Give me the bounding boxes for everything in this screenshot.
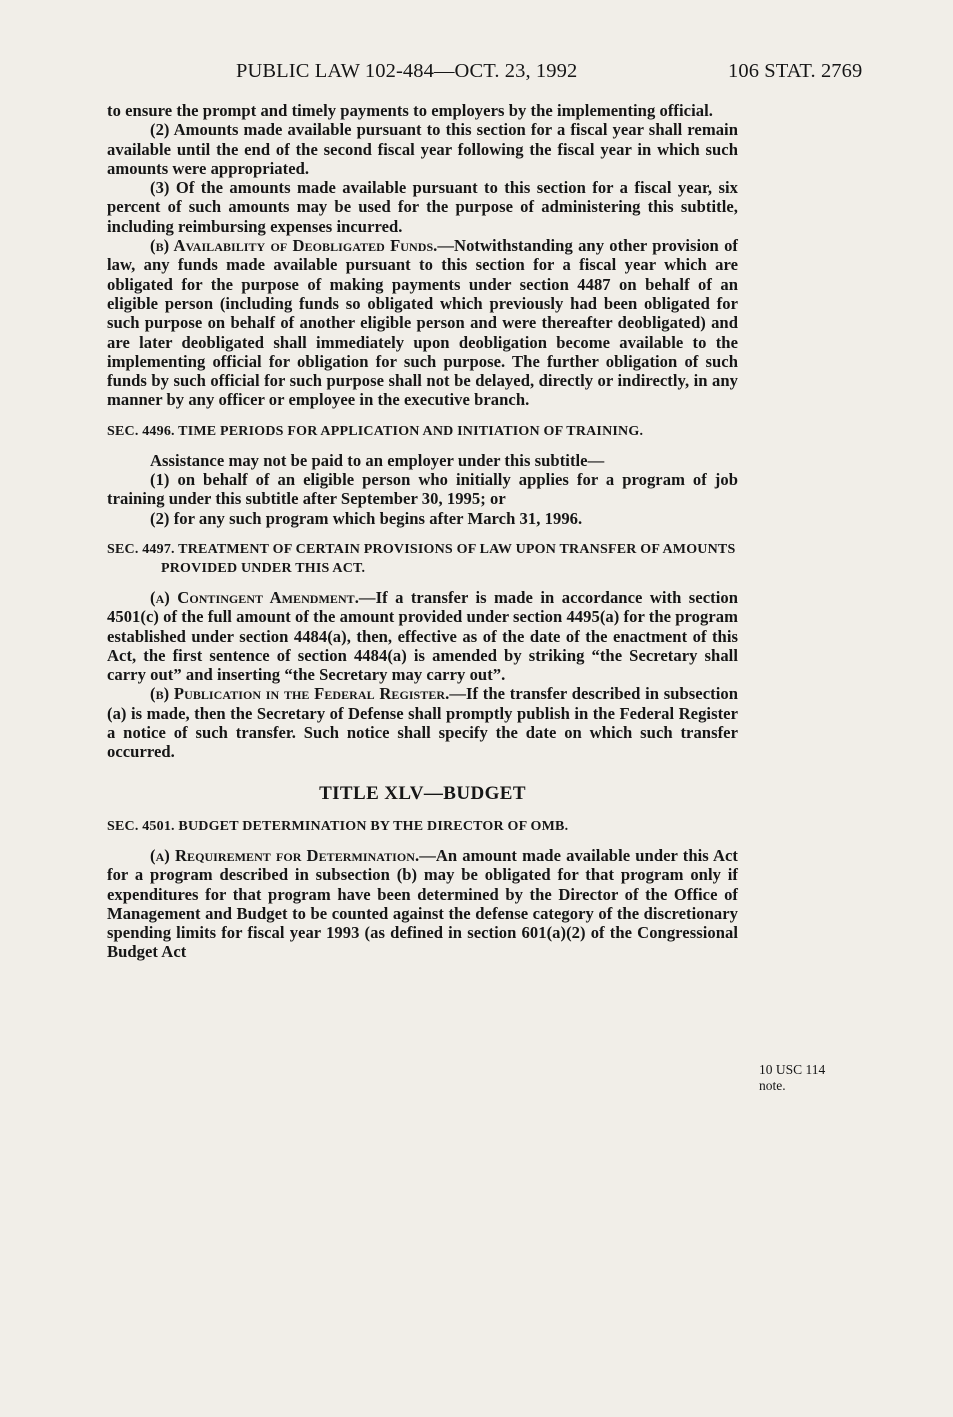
paragraph-continuation: to ensure the prompt and timely payments to employers by the implementing official.	[107, 101, 713, 120]
section-4496-heading: SEC. 4496. TIME PERIODS FOR APPLICATION AND INITIATION OF TRAINING.	[107, 423, 644, 439]
margin-note-line-2: note.	[759, 1078, 786, 1093]
section-4501-heading: SEC. 4501. BUDGET DETERMINATION BY THE DIRECTOR OF OMB.	[107, 818, 569, 834]
subsection-b-text: —Notwithstanding any other provision of law, any funds made available pursuant to this section for a fiscal year which are obligated for the purpose of making payments under section 4487 on behalf of an eligible person (including funds so obligated which previously had been obligated for such purpose on behalf of another eligible person and were thereafter deobligated) and are later deobligated shall immediately upon deobligation become available to the implementing official for obligation for such purpose. The further obligation of such funds by such official for such purpose shall not be delayed, directly or indirectly, in any manner by any officer or employee in the executive branch.	[107, 236, 738, 410]
paragraph-3: (3) Of the amounts made available pursuant to this section for a fiscal year, six percent of such amounts may be used for the purpose of administering this subtitle, including reimbursing expenses incurred.	[107, 178, 738, 236]
title-heading: TITLE XLV—BUDGET	[319, 782, 526, 804]
subsection-b-heading: (b) Availability of Deobligated Funds.	[150, 236, 438, 256]
subsection-b-heading: (b) Publication in the Federal Register.	[150, 684, 450, 704]
page-header	[0, 56, 953, 86]
body-text	[107, 101, 738, 962]
section-4496-intro: Assistance may not be paid to an employer under this subtitle—	[150, 450, 605, 470]
margin-note	[759, 1062, 825, 1094]
section-4497-b	[107, 684, 738, 761]
section-4497-heading: SEC. 4497. TREATMENT OF CERTAIN PROVISIONS OF LAW UPON TRANSFER OF AMOUNTS PROVIDED UNDER THIS ACT.	[107, 541, 736, 576]
paragraph-b	[107, 236, 738, 410]
subsection-b-text: —If the transfer described in subsection (a) is made, then the Secretary of Defense shall promptly publish in the Federal Register a notice of such transfer. Such notice shall specify the date on which such transfer occurred.	[107, 684, 738, 762]
header-page-number: 106 STAT. 2769	[728, 60, 863, 82]
subsection-a-heading: (a) Contingent Amendment.	[150, 587, 359, 607]
subsection-a-text: —An amount made available under this Act for a program described in subsection (b) may be obligated for that program only if expenditures for that program have been determined by the Director of the Office of Management and Budget to be counted against the defense category of the discretionary spending limits for fiscal year 1993 (as defined in section 601(a)(2) of the Congressional Budget Act	[107, 845, 738, 962]
paragraph-2: (2) Amounts made available pursuant to this section for a fiscal year shall remain available until the end of the second fiscal year following the fiscal year in which such amounts were appropriated.	[107, 120, 738, 178]
subsection-a-text: —If a transfer is made in accordance with section 4501(c) of the full amount of the amount provided under section 4495(a) for the program established under section 4484(a), then, effective as of the date of the enactment of this Act, the first sentence of section 4484(a) is amended by striking “the Secretary shall carry out” and inserting “the Secretary may carry out”.	[107, 587, 738, 685]
section-4496-item-1: (1) on behalf of an eligible person who initially applies for a program of job training under this subtitle after September 30, 1995; or	[107, 470, 738, 509]
subsection-a-heading: (a) Requirement for Determination.	[150, 845, 420, 865]
margin-note-line-1: 10 USC 114	[759, 1062, 826, 1077]
section-4501-a	[107, 846, 738, 962]
section-4496-item-2: (2) for any such program which begins after March 31, 1996.	[150, 508, 583, 528]
header-citation: PUBLIC LAW 102-484—OCT. 23, 1992	[236, 60, 578, 82]
section-4497-a	[107, 588, 738, 684]
